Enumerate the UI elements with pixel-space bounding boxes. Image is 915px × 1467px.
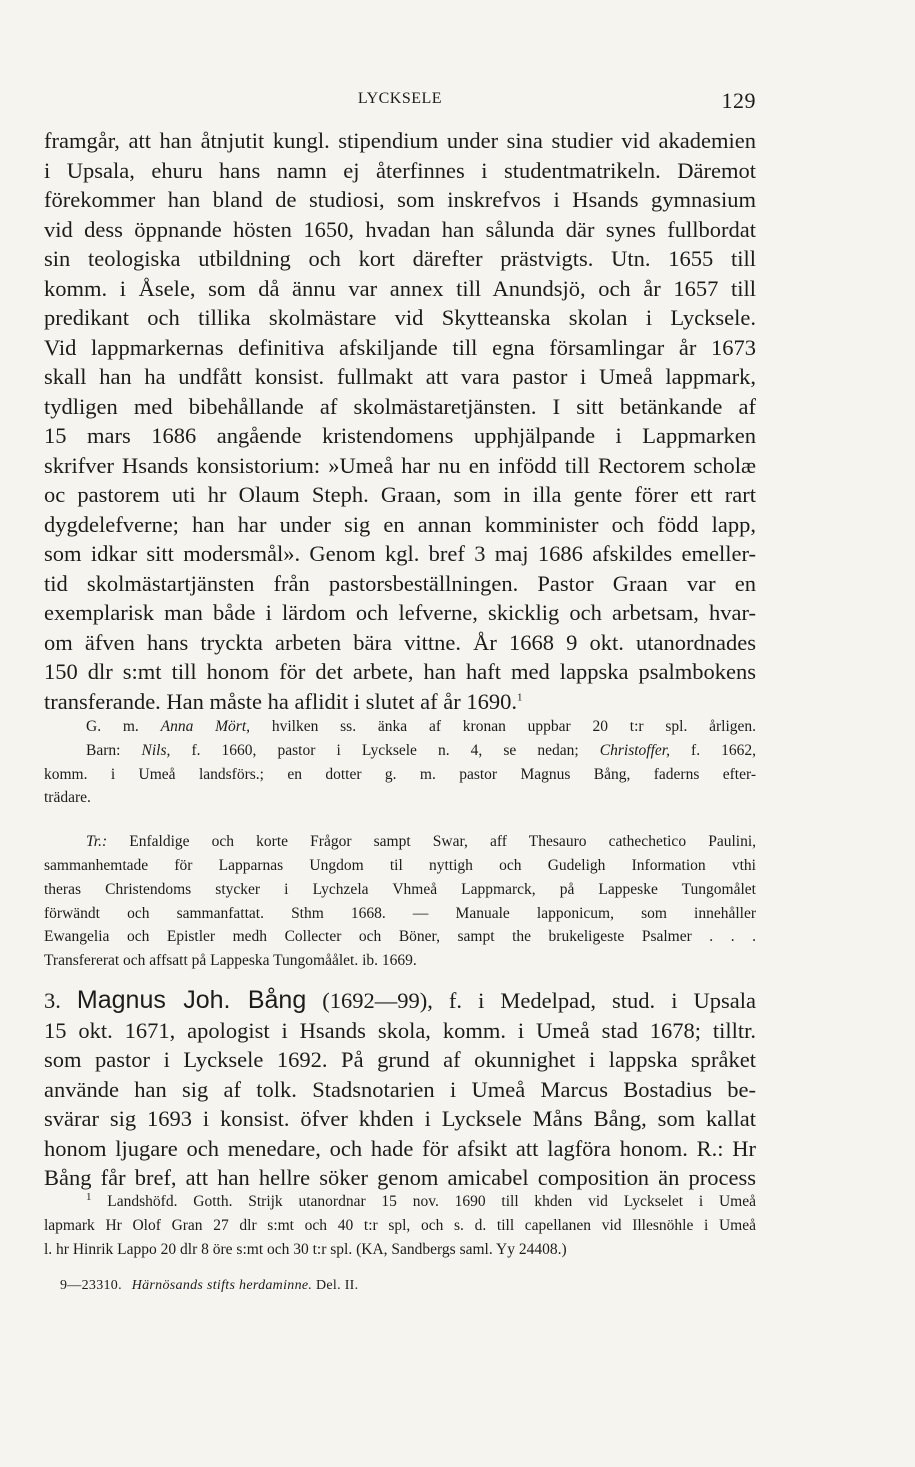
text-line: framgår, att han åtnjutit kungl. stipendium under sina studier vid akademien: [44, 128, 756, 153]
text-line: Vid lappmarkernas definitiva afskiljande till egna församlingar år 1673: [44, 334, 756, 360]
text-line: om äfven hans tryckta arbeten bära vittne. År 1668 9 okt. utanordnades: [44, 629, 756, 655]
child-details: f. 1660, pastor i Lycksele n. 4, se nedan;: [191, 741, 579, 759]
text-line: vid dess öppnande hösten 1650, hvadan han sålunda där synes fullbordat: [44, 216, 756, 242]
child-name: Christoffer,: [599, 741, 670, 759]
family-line1-rest: hvilken ss. änka af kronan uppbar 20 t:r spl. årligen.: [271, 718, 757, 735]
works-line: Transfererat och affsatt på Lappeska Tungomåålet. ib. 1669.: [44, 952, 417, 970]
text-line: [44, 687, 756, 717]
works-line1-rest: Enfaldige och korte Frågor sampt Swar, aff Thesauro cathechetico Paulini,: [129, 833, 756, 851]
section-heading-rest: (1692—99), f. i Medelpad, stud. i Upsala: [322, 988, 756, 1013]
works-line: förwändt och sammanfattat. Sthm 1668. — Manuale lapponicum, som innehåller: [44, 904, 756, 922]
text-line: 15 mars 1686 angående kristendomens upphjälpande i Lappmarken: [44, 423, 756, 448]
text-line: exemplarisk man både i lärdom och lefverne, skicklig och arbetsam, hvar-: [44, 600, 756, 625]
page-number: 129: [721, 88, 756, 113]
family-line: trädare.: [44, 789, 91, 807]
text-line: predikant och tillika skolmästare vid Skytteanska skolan i Lycksele.: [44, 305, 756, 330]
family-line: komm. i Umeå landsförs.; en dotter g. m. pastor Magnus Bång, faderns efter-: [44, 765, 756, 783]
footnote-mark: 1: [86, 1190, 92, 1203]
signature-line: [60, 1278, 358, 1294]
family-notes: [44, 715, 757, 973]
family-prefix: G. m.: [86, 718, 139, 735]
signature-code: 9—23310.: [60, 1278, 122, 1293]
main-text: [44, 126, 756, 716]
text-line: 150 dlr s:mt till honom för det arbete, han haft med lappska psalmbokens: [44, 659, 756, 684]
person-name: Magnus Joh. Bång: [76, 986, 307, 1014]
text-line: 15 okt. 1671, apologist i Hsands skola, komm. i Umeå stad 1678; tilltr.: [44, 1017, 756, 1043]
text-line: skall han ha undfått konsist. fullmakt att vara pastor i Umeå lappmark,: [44, 364, 756, 389]
text-line: tid skolmästartjänsten från pastorsbeställningen. Pastor Graan var en: [44, 570, 756, 596]
text-line: skrifver Hsands konsistorium: »Umeå har nu en infödd till Rectorem scholæ: [44, 452, 756, 478]
footnote-line: [44, 1190, 756, 1214]
footnote-line1: Landshöfd. Gotth. Strijk utanordnar 15 nov. 1690 till khden vid Lyckselet i Umeå: [107, 1193, 756, 1210]
text-line-content: transferande. Han måste ha aflidit i slutet af år 1690.: [44, 688, 517, 714]
text-line: oc pastorem uti hr Olaum Steph. Graan, som in illa gente förer ett rart: [44, 482, 756, 507]
works-line: Ewangelia och Epistler medh Collecter och Böner, sampt the brukeligeste Psalmer . . .: [44, 928, 756, 946]
works-label: Tr.:: [86, 833, 108, 851]
text-line: som pastor i Lycksele 1692. På grund af okunnighet i lappska språket: [44, 1047, 756, 1072]
works-line: sammanhemtade för Lapparnas Ungdom til nyttigh och Gudeligh Information vthi: [44, 856, 756, 874]
works-line: [86, 830, 756, 854]
footnote: [44, 1190, 756, 1261]
text-line: honom ljugare och menedare, och hade för afsikt att lagföra honom. R.: Hr: [44, 1135, 756, 1161]
child-details: f. 1662,: [691, 741, 757, 759]
text-line: i Upsala, ehuru hans namn ej återfinnes i studentmatrikeln. Däremot: [44, 157, 756, 183]
text-line: tydligen med bibehållande af skolmästaretjänsten. I sitt betänkande af: [44, 393, 756, 419]
footnote-line: lapmark Hr Olof Gran 27 dlr s:mt och 40 t:r spl, och s. d. till capellanen vid Illesnöhle i Umeå: [44, 1216, 756, 1234]
text-line: svärar sig 1693 i konsist. öfver khden i Lycksele Måns Bång, som kallat: [44, 1106, 756, 1131]
running-header: [44, 88, 756, 114]
text-line: komm. i Åsele, som då ännu var annex till Anundsjö, och år 1657 till: [44, 275, 756, 301]
child-name: Nils,: [141, 741, 171, 759]
text-line: Bång får bref, att han hellre söker genom amicabel composition än process: [44, 1165, 756, 1190]
section-3: [44, 986, 756, 1193]
text-line: förekommer han bland de studiosi, som inskrefvos i Hsands gymnasium: [44, 187, 756, 212]
work-part: Del. II.: [316, 1278, 359, 1293]
footnote-reference: 1: [516, 691, 523, 703]
text-line: som idkar sitt modersmål». Genom kgl. bref 3 maj 1686 afskildes emeller-: [44, 541, 756, 566]
children-line: [86, 739, 756, 763]
text-line: sin teologiska utbildning och kort därefter prästvigts. Utn. 1655 till: [44, 246, 756, 271]
wife-name: Anna Mört,: [160, 718, 251, 735]
footnote-line: l. hr Hinrik Lappo 20 dlr 8 öre s:mt och 30 t:r spl. (KA, Sandbergs saml. Yy 24408.): [44, 1240, 567, 1258]
section-number: 3.: [44, 988, 61, 1013]
text-line: använde han sig af tolk. Stadsnotarien i Umeå Marcus Bostadius be-: [44, 1076, 756, 1102]
family-line: [86, 715, 756, 739]
barn-label: Barn:: [86, 741, 121, 759]
running-title: LYCKSELE: [357, 90, 443, 107]
section-heading-line: [44, 986, 756, 1016]
text-line: dygdelefverne; han har under sig en annan komminister och född lapp,: [44, 511, 756, 537]
works-line: theras Christendoms stycker i Lychzela Vhmeå Lappmarck, på Lappeske Tungomålet: [44, 880, 756, 898]
work-title: Härnösands stifts herdaminne.: [131, 1278, 313, 1293]
